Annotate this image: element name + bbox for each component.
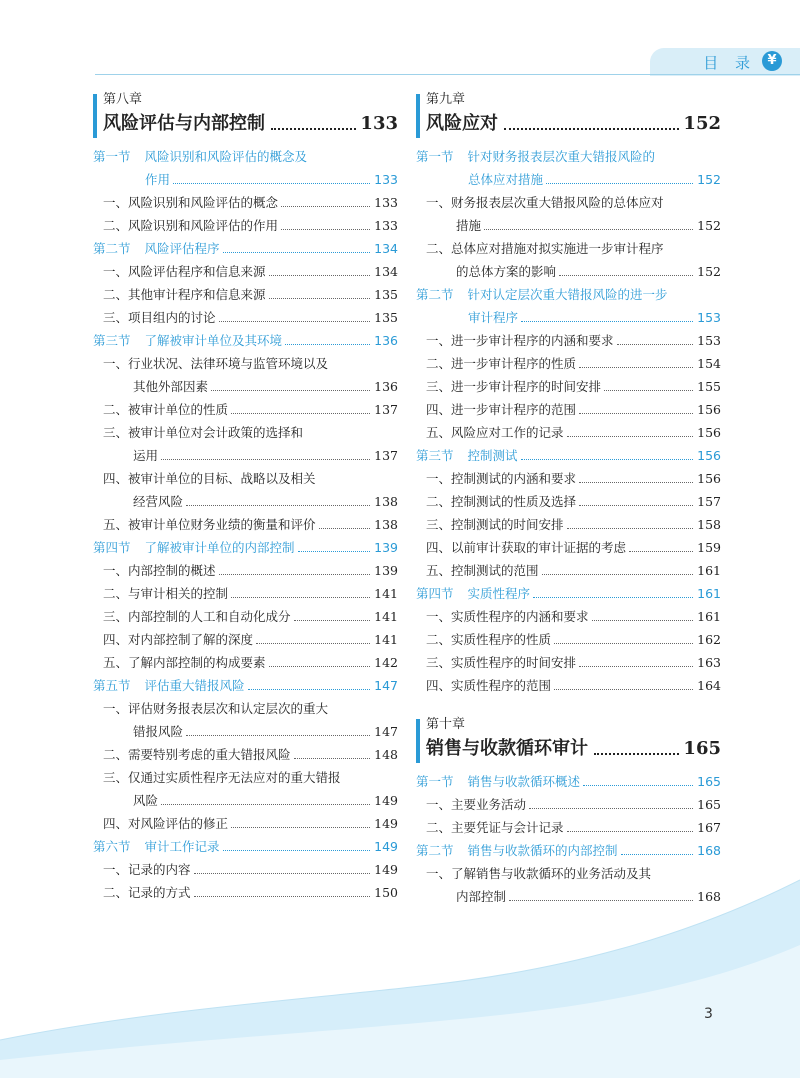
- yen-icon: ¥: [762, 51, 782, 71]
- toc-subentry-cont: [416, 214, 721, 237]
- entry-page: 142: [374, 655, 398, 670]
- toc-subentry: [93, 766, 398, 789]
- toc-subentry-cont: [416, 885, 721, 908]
- section-title: 针对财务报表层次重大错报风险的: [467, 149, 656, 164]
- toc-subentry-cont: [93, 789, 398, 812]
- toc-subentry: [93, 858, 398, 881]
- section-number: 第一节: [416, 149, 454, 164]
- toc-subentry: [93, 812, 398, 835]
- chapter-heading: [416, 92, 721, 137]
- entry-page: 141: [374, 609, 398, 624]
- toc-entries: [93, 145, 398, 904]
- chapter-page: 152: [683, 113, 721, 134]
- section-number: 第六节: [93, 839, 131, 854]
- subentry-title: 三、进一步审计程序的时间安排: [426, 379, 602, 394]
- section-title: 审计程序: [468, 310, 519, 325]
- toc-section-entry: [93, 835, 398, 858]
- toc-subentry: [93, 260, 398, 283]
- subentry-title: 三、内部控制的人工和自动化成分: [103, 609, 291, 624]
- entry-page: 158: [697, 517, 721, 532]
- subentry-title: 二、实质性程序的性质: [426, 632, 552, 647]
- toc-subentry: [93, 651, 398, 674]
- section-number: 第一节: [416, 774, 454, 789]
- entry-page: 152: [697, 264, 721, 279]
- toc-subentry: [416, 559, 721, 582]
- section-title: 审计工作记录: [144, 839, 220, 854]
- section-number: 第四节: [416, 586, 454, 601]
- toc-subentry-cont: [93, 490, 398, 513]
- toc-subentry: [416, 816, 721, 839]
- entry-page: 161: [697, 609, 721, 624]
- subentry-title: 风险: [133, 793, 159, 808]
- entry-page: 138: [374, 494, 398, 509]
- section-title: 风险评估程序: [144, 241, 220, 256]
- toc-subentry: [416, 421, 721, 444]
- entry-page: 134: [374, 241, 398, 256]
- toc-section-entry: [416, 145, 721, 168]
- section-title: 针对认定层次重大错报风险的进一步: [467, 287, 668, 302]
- subentry-title: 一、行业状况、法律环境与监管环境以及: [103, 356, 329, 371]
- entry-page: 159: [697, 540, 721, 555]
- chapter-accent-bar: [93, 94, 97, 138]
- section-title: 控制测试: [467, 448, 518, 463]
- entry-page: 136: [374, 333, 398, 348]
- section-title: 风险识别和风险评估的概念及: [144, 149, 308, 164]
- toc-subentry: [416, 628, 721, 651]
- entry-page: 135: [374, 287, 398, 302]
- toc-subentry: [416, 467, 721, 490]
- toc-subentry: [416, 191, 721, 214]
- entry-page: 165: [697, 774, 721, 789]
- entry-page: 162: [697, 632, 721, 647]
- toc-section-entry: [416, 444, 721, 467]
- subentry-title: 一、评估财务报表层次和认定层次的重大: [103, 701, 329, 716]
- subentry-title: 二、控制测试的性质及选择: [426, 494, 577, 509]
- entry-page: 156: [697, 425, 721, 440]
- subentry-title: 一、了解销售与收款循环的业务活动及其: [426, 866, 652, 881]
- subentry-title: 二、总体应对措施对拟实施进一步审计程序: [426, 241, 664, 256]
- section-title: 总体应对措施: [468, 172, 544, 187]
- entry-page: 139: [374, 563, 398, 578]
- entry-page: 139: [374, 540, 398, 555]
- toc-entries: [416, 145, 721, 697]
- subentry-title: 一、内部控制的概述: [103, 563, 216, 578]
- section-number: 第五节: [93, 678, 131, 693]
- toc-section-entry: [416, 839, 721, 862]
- toc-subentry: [93, 214, 398, 237]
- chapter-title: 风险评估与内部控制: [103, 113, 265, 134]
- entry-page: 152: [697, 172, 721, 187]
- subentry-title: 四、对内部控制了解的深度: [103, 632, 254, 647]
- toc-subentry: [416, 513, 721, 536]
- entry-page: 149: [374, 816, 398, 831]
- toc-subentry: [93, 881, 398, 904]
- subentry-title: 一、进一步审计程序的内涵和要求: [426, 333, 614, 348]
- chapter-accent-bar: [416, 94, 420, 138]
- subentry-title: 五、风险应对工作的记录: [426, 425, 564, 440]
- entry-page: 165: [697, 797, 721, 812]
- toc-subentry: [93, 352, 398, 375]
- toc-subentry: [416, 398, 721, 421]
- toc-subentry: [416, 490, 721, 513]
- toc-subentry: [93, 743, 398, 766]
- subentry-title: 四、实质性程序的范围: [426, 678, 552, 693]
- subentry-title: 二、其他审计程序和信息来源: [103, 287, 266, 302]
- entry-page: 155: [697, 379, 721, 394]
- entry-page: 133: [374, 195, 398, 210]
- toc-column-right: [416, 92, 721, 908]
- entry-page: 164: [697, 678, 721, 693]
- entry-page: 135: [374, 310, 398, 325]
- toc-subentry: [93, 513, 398, 536]
- entry-page: 134: [374, 264, 398, 279]
- toc-section-entry-cont: [416, 306, 721, 329]
- subentry-title: 四、被审计单位的目标、战略以及相关: [103, 471, 316, 486]
- subentry-title: 内部控制: [456, 889, 507, 904]
- entry-page: 168: [697, 843, 721, 858]
- entry-page: 153: [697, 333, 721, 348]
- entry-page: 168: [697, 889, 721, 904]
- subentry-title: 三、实质性程序的时间安排: [426, 655, 577, 670]
- toc-subentry-cont: [93, 444, 398, 467]
- toc-subentry: [416, 536, 721, 559]
- subentry-title: 三、被审计单位对会计政策的选择和: [103, 425, 304, 440]
- section-number: 第二节: [416, 843, 454, 858]
- entry-page: 147: [374, 724, 398, 739]
- header-title: 目 录: [703, 54, 756, 72]
- subentry-title: 二、需要特别考虑的重大错报风险: [103, 747, 291, 762]
- subentry-title: 二、主要凭证与会计记录: [426, 820, 564, 835]
- toc-subentry-cont: [416, 260, 721, 283]
- toc-subentry: [416, 352, 721, 375]
- entry-page: 149: [374, 862, 398, 877]
- toc-subentry: [93, 559, 398, 582]
- subentry-title: 一、记录的内容: [103, 862, 191, 877]
- section-number: 第四节: [93, 540, 131, 555]
- toc-subentry: [93, 605, 398, 628]
- toc-subentry: [93, 697, 398, 720]
- toc-subentry: [416, 793, 721, 816]
- subentry-title: 一、控制测试的内涵和要求: [426, 471, 577, 486]
- section-number: 第二节: [416, 287, 454, 302]
- subentry-title: 五、被审计单位财务业绩的衡量和评价: [103, 517, 316, 532]
- subentry-title: 三、仅通过实质性程序无法应对的重大错报: [103, 770, 341, 785]
- subentry-title: 四、以前审计获取的审计证据的考虑: [426, 540, 627, 555]
- toc-subentry: [416, 862, 721, 885]
- section-title: 作用: [145, 172, 171, 187]
- subentry-title: 五、了解内部控制的构成要素: [103, 655, 266, 670]
- entry-page: 153: [697, 310, 721, 325]
- toc-subentry: [416, 375, 721, 398]
- toc-subentry-cont: [93, 720, 398, 743]
- toc-section-entry: [93, 536, 398, 559]
- subentry-title: 一、风险识别和风险评估的概念: [103, 195, 279, 210]
- toc-section-entry: [93, 237, 398, 260]
- subentry-title: 五、控制测试的范围: [426, 563, 539, 578]
- subentry-title: 措施: [456, 218, 482, 233]
- subentry-title: 二、与审计相关的控制: [103, 586, 229, 601]
- chapter-number: 第九章: [426, 92, 466, 107]
- toc-subentry: [93, 582, 398, 605]
- entry-page: 156: [697, 402, 721, 417]
- chapter-title: 销售与收款循环审计: [426, 738, 588, 759]
- entry-page: 133: [374, 218, 398, 233]
- subentry-title: 的总体方案的影响: [456, 264, 557, 279]
- chapter-number: 第八章: [103, 92, 143, 107]
- entry-page: 156: [697, 448, 721, 463]
- toc-subentry: [416, 651, 721, 674]
- page-number: 3: [704, 1006, 713, 1022]
- toc-section-entry: [93, 329, 398, 352]
- subentry-title: 二、记录的方式: [103, 885, 191, 900]
- subentry-title: 一、主要业务活动: [426, 797, 527, 812]
- toc-subentry: [93, 191, 398, 214]
- section-number: 第一节: [93, 149, 131, 164]
- toc-section-entry: [93, 674, 398, 697]
- entry-page: 149: [374, 793, 398, 808]
- section-number: 第三节: [93, 333, 131, 348]
- subentry-title: 三、项目组内的讨论: [103, 310, 216, 325]
- entry-page: 137: [374, 402, 398, 417]
- subentry-title: 一、财务报表层次重大错报风险的总体应对: [426, 195, 664, 210]
- toc-subentry: [416, 605, 721, 628]
- toc-subentry: [93, 628, 398, 651]
- chapter-number: 第十章: [426, 717, 466, 732]
- subentry-title: 四、进一步审计程序的范围: [426, 402, 577, 417]
- entry-page: 148: [374, 747, 398, 762]
- entry-page: 167: [697, 820, 721, 835]
- entry-page: 141: [374, 632, 398, 647]
- section-number: 第三节: [416, 448, 454, 463]
- entry-page: 137: [374, 448, 398, 463]
- toc-subentry: [416, 237, 721, 260]
- chapter-accent-bar: [416, 719, 420, 763]
- subentry-title: 二、进一步审计程序的性质: [426, 356, 577, 371]
- toc-section-entry-cont: [93, 168, 398, 191]
- entry-page: 163: [697, 655, 721, 670]
- toc-entries: [416, 770, 721, 908]
- entry-page: 133: [374, 172, 398, 187]
- entry-page: 141: [374, 586, 398, 601]
- toc-subentry: [416, 329, 721, 352]
- entry-page: 149: [374, 839, 398, 854]
- subentry-title: 运用: [133, 448, 159, 463]
- subentry-title: 经营风险: [133, 494, 184, 509]
- subentry-title: 错报风险: [133, 724, 184, 739]
- entry-page: 152: [697, 218, 721, 233]
- subentry-title: 三、控制测试的时间安排: [426, 517, 564, 532]
- chapter-title: 风险应对: [426, 113, 498, 134]
- chapter-heading: [93, 92, 398, 137]
- section-title: 了解被审计单位及其环境: [144, 333, 283, 348]
- entry-page: 154: [697, 356, 721, 371]
- section-title: 了解被审计单位的内部控制: [144, 540, 295, 555]
- toc-subentry-cont: [93, 375, 398, 398]
- subentry-title: 二、风险识别和风险评估的作用: [103, 218, 279, 233]
- toc-section-entry-cont: [416, 168, 721, 191]
- entry-page: 156: [697, 471, 721, 486]
- section-number: 第二节: [93, 241, 131, 256]
- toc-section-entry: [416, 770, 721, 793]
- toc-subentry: [93, 398, 398, 421]
- subentry-title: 四、对风险评估的修正: [103, 816, 229, 831]
- subentry-title: 其他外部因素: [133, 379, 209, 394]
- chapter-page: 133: [360, 113, 398, 134]
- entry-page: 161: [697, 586, 721, 601]
- section-title: 销售与收款循环的内部控制: [467, 843, 618, 858]
- entry-page: 157: [697, 494, 721, 509]
- chapter-heading: [416, 717, 721, 762]
- subentry-title: 二、被审计单位的性质: [103, 402, 229, 417]
- section-title: 销售与收款循环概述: [467, 774, 581, 789]
- toc-subentry: [93, 467, 398, 490]
- section-title: 实质性程序: [467, 586, 531, 601]
- toc-section-entry: [416, 283, 721, 306]
- toc-subentry: [93, 421, 398, 444]
- toc-column-left: [93, 92, 398, 904]
- chapter-page: 165: [683, 738, 721, 759]
- entry-page: 138: [374, 517, 398, 532]
- toc-subentry: [416, 674, 721, 697]
- entry-page: 147: [374, 678, 398, 693]
- toc-section-entry: [93, 145, 398, 168]
- toc-subentry: [93, 306, 398, 329]
- toc-section-entry: [416, 582, 721, 605]
- entry-page: 150: [374, 885, 398, 900]
- subentry-title: 一、实质性程序的内涵和要求: [426, 609, 589, 624]
- section-title: 评估重大错报风险: [144, 678, 245, 693]
- header-divider: [95, 74, 800, 75]
- toc-subentry: [93, 283, 398, 306]
- entry-page: 136: [374, 379, 398, 394]
- subentry-title: 一、风险评估程序和信息来源: [103, 264, 266, 279]
- entry-page: 161: [697, 563, 721, 578]
